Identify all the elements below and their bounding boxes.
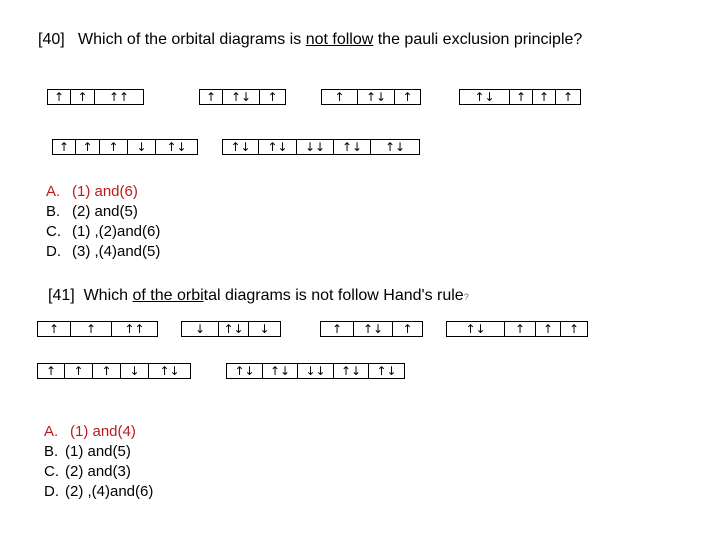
q41-answer-options (44, 422, 153, 502)
orbital-box: ↑ (65, 363, 93, 379)
orbital-box: ↑↓ (358, 89, 395, 105)
orbital-box: ↑↓ (259, 139, 297, 155)
q41-orbital-row-1 (0, 321, 720, 339)
orbital-box: ↑↓ (149, 363, 191, 379)
orbital-box: ↑ (395, 89, 421, 105)
orbital-box: ↑↓ (219, 321, 249, 337)
orbital-box: ↑↓ (156, 139, 198, 155)
orbital-box: ↑ (556, 89, 581, 105)
orbital-box: ↑ (561, 321, 588, 337)
question-mark: ? (463, 292, 469, 302)
question-text: Which of the orbital diagrams is (78, 31, 302, 48)
question-emphasis: not follow (305, 31, 374, 48)
orbital-box: ↑ (536, 321, 561, 337)
orbital-box: ↑ (260, 89, 286, 105)
orbital-box: ↑ (533, 89, 556, 105)
q40-orbital-row-2 (0, 139, 720, 157)
question-text: Which (83, 287, 129, 304)
orbital-box: ↑↓ (446, 321, 505, 337)
question-40-title (38, 31, 582, 49)
orbital-box: ↓ (249, 321, 281, 337)
orbital-box: ↑↑ (112, 321, 158, 337)
answer-option-b[interactable]: B. (2) and(5) (46, 203, 138, 220)
orbital-box: ↑↓ (459, 89, 510, 105)
orbital-box: ↑ (76, 139, 100, 155)
q41-orbital-row-2 (0, 363, 720, 381)
orbital-box: ↑ (510, 89, 533, 105)
orbital-box: ↑ (100, 139, 128, 155)
answer-option-a[interactable]: A. (1) and(4) (44, 423, 136, 440)
orbital-box: ↓ (181, 321, 219, 337)
answer-option-c[interactable]: C. (2) and(3) (44, 463, 131, 480)
answer-option-a[interactable]: A. (1) and(6) (46, 183, 138, 200)
orbital-box: ↑↓ (226, 363, 263, 379)
orbital-box: ↑↓ (334, 363, 369, 379)
orbital-box: ↑ (93, 363, 121, 379)
answer-option-b[interactable]: B. (1) and(5) (44, 443, 131, 460)
orbital-box: ↑↓ (369, 363, 405, 379)
question-emphasis: of the orbi (132, 287, 204, 304)
q40-orbital-row-1 (0, 89, 720, 107)
orbital-box: ↑↓ (334, 139, 371, 155)
orbital-box: ↑↑ (95, 89, 144, 105)
orbital-box: ↑ (47, 89, 71, 105)
orbital-box: ↑↓ (222, 139, 259, 155)
orbital-box: ↑ (71, 321, 112, 337)
orbital-box: ↑ (37, 363, 65, 379)
orbital-box: ↓ (128, 139, 156, 155)
answer-option-d[interactable]: D. (2) ,(4)and(6) (44, 483, 154, 500)
question-text-end: tal diagrams is not follow Hand's rule (203, 287, 464, 304)
question-text-end: the pauli exclusion principle? (377, 31, 583, 48)
orbital-box: ↑ (37, 321, 71, 337)
orbital-box: ↑↓ (354, 321, 393, 337)
orbital-box: ↓↓ (298, 363, 334, 379)
orbital-box: ↑ (199, 89, 223, 105)
orbital-box: ↑↓ (263, 363, 298, 379)
orbital-box: ↑ (71, 89, 95, 105)
orbital-box: ↑ (321, 89, 358, 105)
orbital-box: ↑↓ (223, 89, 260, 105)
answer-option-c[interactable]: C. (1) ,(2)and(6) (46, 223, 161, 240)
question-number: [40] (38, 31, 65, 48)
answer-option-d[interactable]: D. (3) ,(4)and(5) (46, 243, 161, 260)
question-number: [41] (48, 287, 75, 304)
orbital-box: ↑ (320, 321, 354, 337)
orbital-box: ↓↓ (297, 139, 334, 155)
orbital-box: ↑ (505, 321, 536, 337)
orbital-box: ↑ (393, 321, 423, 337)
orbital-box: ↑↓ (371, 139, 420, 155)
orbital-box: ↓ (121, 363, 149, 379)
q40-answer-options (46, 182, 160, 262)
question-41-title (48, 287, 469, 305)
orbital-box: ↑ (52, 139, 76, 155)
